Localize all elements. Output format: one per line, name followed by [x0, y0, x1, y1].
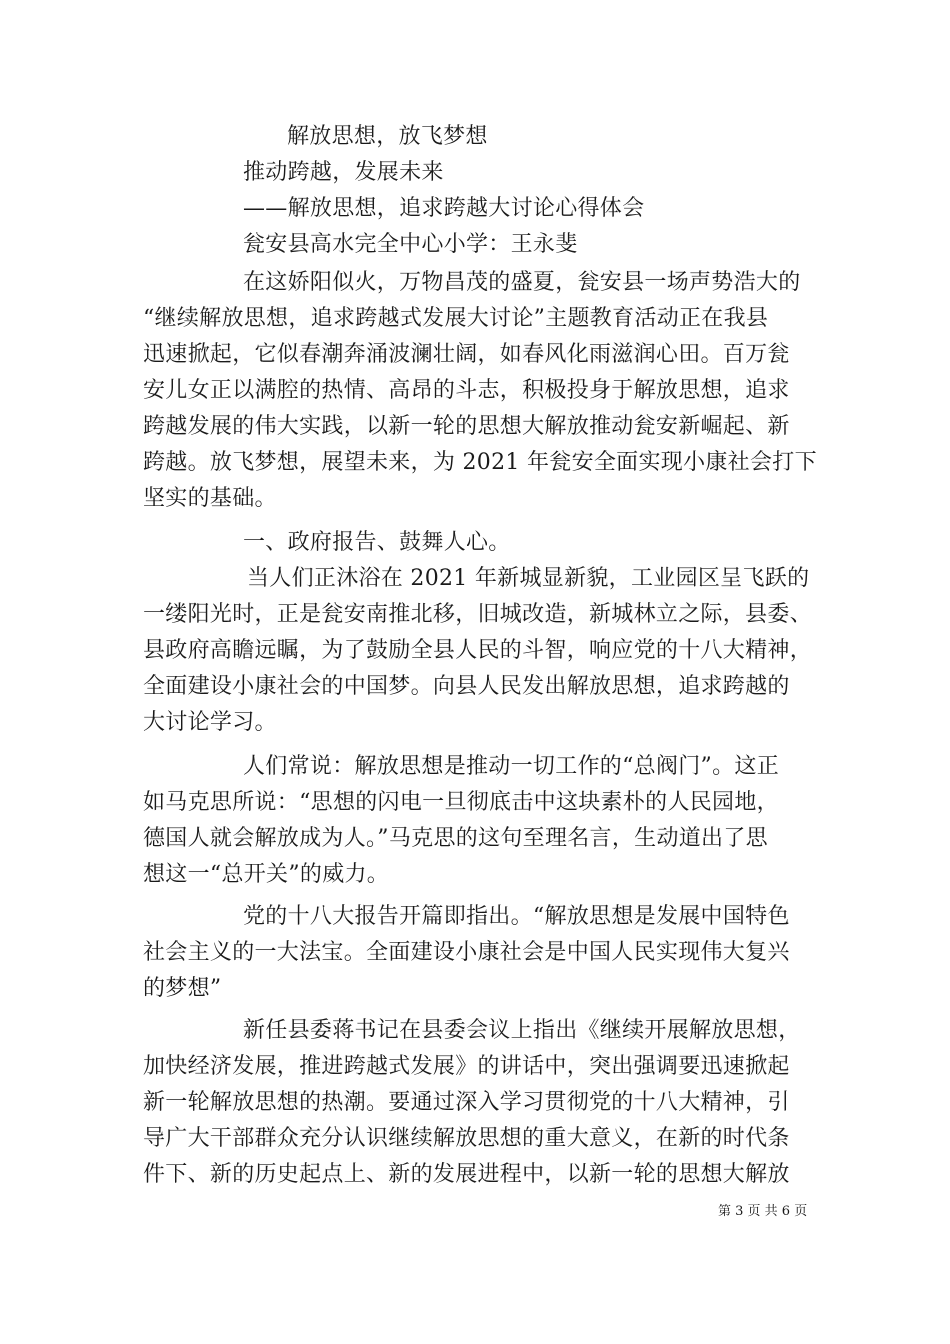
paragraph-line: 大讨论学习。 — [143, 710, 277, 735]
paragraph-line: 党的十八大报告开篇即指出。“解放思想是发展中国特色 — [243, 904, 790, 929]
paragraph-line: 迅速掀起，它似春潮奔涌波澜壮阔，如春风化雨滋润心田。百万瓮 — [143, 342, 790, 367]
document-subtitle: 推动跨越，发展未来 — [243, 160, 444, 185]
paragraph-line: 跨越。放飞梦想，展望未来，为 2021 年瓮安全面实现小康社会打下 — [143, 450, 817, 475]
paragraph-line: 坚实的基础。 — [143, 486, 277, 511]
document-title: 解放思想，放飞梦想 — [287, 124, 488, 149]
section-heading: 一、政府报告、鼓舞人心。 — [243, 530, 511, 555]
paragraph-line: 当人们正沐浴在 2021 年新城显新貌，工业园区呈飞跃的 — [247, 566, 810, 591]
paragraph-line: 的梦想” — [143, 976, 222, 1001]
paragraph-line: 全面建设小康社会的中国梦。向县人民发出解放思想，追求跨越的 — [143, 674, 790, 699]
paragraph-line: 如马克思所说：“思想的闪电一旦彻底击中这块素朴的人民园地， — [143, 790, 779, 815]
paragraph-line: 件下、新的历史起点上、新的发展进程中，以新一轮的思想大解放 — [143, 1162, 790, 1187]
paragraph-line: 在这娇阳似火，万物昌茂的盛夏，瓮安县一场声势浩大的 — [243, 270, 801, 295]
paragraph-line: 跨越发展的伟大实践，以新一轮的思想大解放推动瓮安新崛起、新 — [143, 414, 790, 439]
paragraph-line: 人们常说：解放思想是推动一切工作的“总阀门”。这正 — [243, 754, 779, 779]
paragraph-line: 安儿女正以满腔的热情、高昂的斗志，积极投身于解放思想，追求 — [143, 378, 790, 403]
document-subtitle-2: ——解放思想，追求跨越大讨论心得体会 — [243, 196, 645, 221]
paragraph-line: 导广大干部群众充分认识继续解放思想的重大意义，在新的时代条 — [143, 1126, 790, 1151]
paragraph-line: 县政府高瞻远瞩，为了鼓励全县人民的斗智，响应党的十八大精神， — [143, 638, 813, 663]
paragraph-line: 想这一“总开关”的威力。 — [143, 862, 390, 887]
paragraph-line: 一缕阳光时，正是瓮安南推北移，旧城改造，新城林立之际，县委、 — [143, 602, 813, 627]
paragraph-line: 加快经济发展，推进跨越式发展》的讲话中，突出强调要迅速掀起 — [143, 1054, 790, 1079]
paragraph-line: “继续解放思想，追求跨越式发展大讨论”主题教育活动正在我县 — [143, 306, 769, 331]
paragraph-line: 新任县委蒋书记在县委会议上指出《继续开展解放思想， — [243, 1018, 801, 1043]
paragraph-line: 德国人就会解放成为人。”马克思的这句至理名言，生动道出了思 — [143, 826, 768, 851]
paragraph-line: 社会主义的一大法宝。全面建设小康社会是中国人民实现伟大复兴 — [143, 940, 790, 965]
page-number: 第 3 页 共 6 页 — [718, 1204, 808, 1219]
document-author: 瓮安县高水完全中心小学：王永斐 — [243, 232, 578, 257]
paragraph-line: 新一轮解放思想的热潮。要通过深入学习贯彻党的十八大精神，引 — [143, 1090, 790, 1115]
